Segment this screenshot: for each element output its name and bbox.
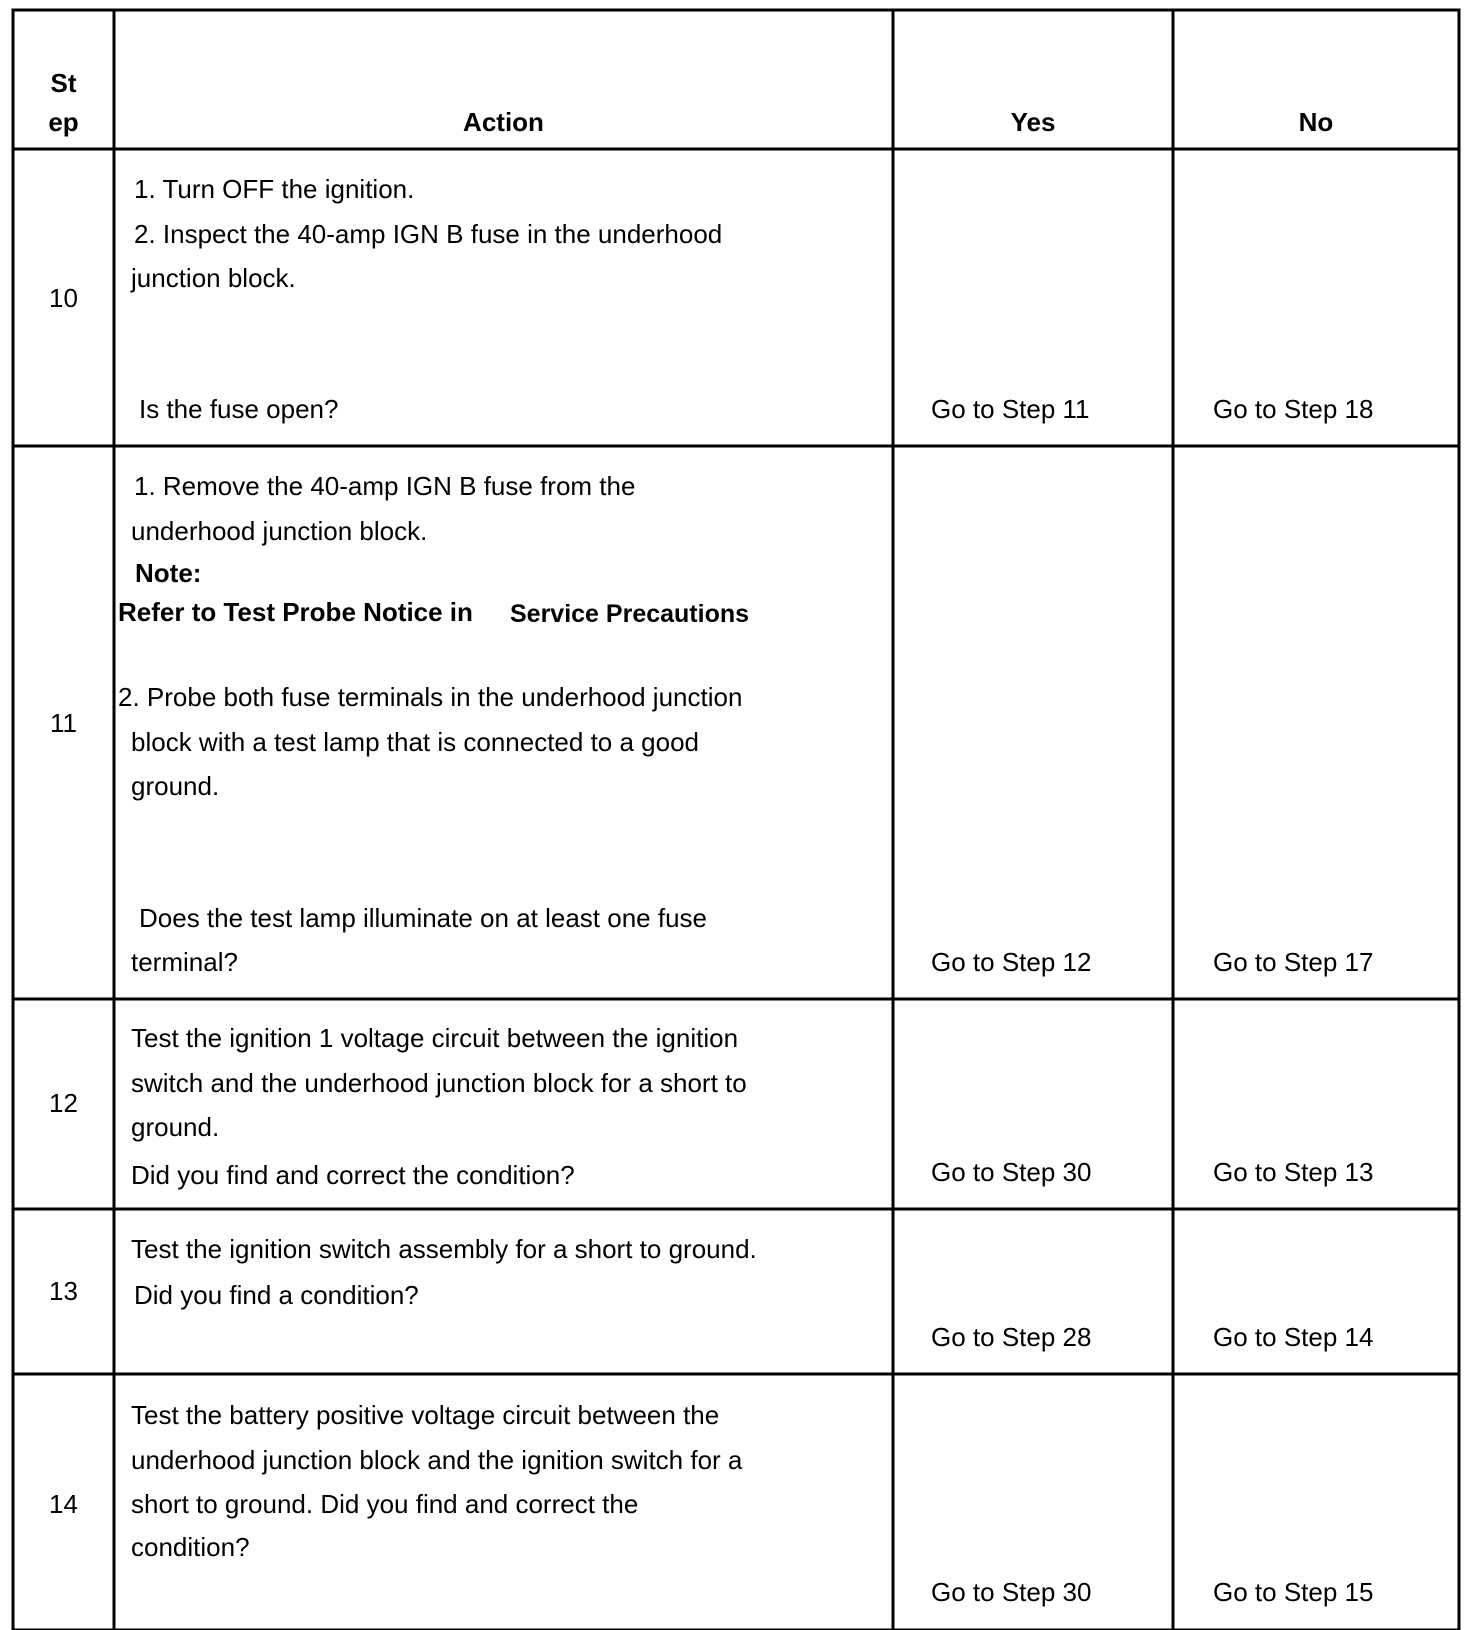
- action-question: terminal?: [131, 947, 238, 977]
- action-line: underhood junction block.: [131, 516, 428, 546]
- action-line: Test the ignition 1 voltage circuit between the ignition: [131, 1023, 739, 1053]
- action-line: 1. Turn OFF the ignition.: [134, 174, 415, 204]
- header-step-line-2: ep: [48, 107, 79, 137]
- action-line: block with a test lamp that is connected to a good: [131, 727, 700, 757]
- header-action: Action: [463, 107, 544, 137]
- action-question: Did you find a condition?: [134, 1280, 419, 1310]
- yes-cell: Go to Step 30: [931, 1157, 1092, 1187]
- action-line: ground.: [131, 771, 220, 801]
- yes-cell: Go to Step 12: [931, 947, 1092, 977]
- service-precautions-reference: Service Precautions: [510, 600, 750, 628]
- step-number: 11: [50, 708, 77, 738]
- action-line: 2. Inspect the 40-amp IGN B fuse in the underhood: [134, 219, 723, 249]
- action-line: Test the battery positive voltage circuit between the: [131, 1400, 720, 1430]
- action-question: Does the test lamp illuminate on at least one fuse: [139, 903, 707, 933]
- action-line: Test the ignition switch assembly for a short to ground.: [131, 1234, 757, 1264]
- no-cell: Go to Step 18: [1213, 394, 1374, 424]
- no-cell: Go to Step 15: [1213, 1577, 1374, 1607]
- action-line: ground.: [131, 1112, 220, 1142]
- header-yes: Yes: [1010, 107, 1056, 137]
- action-question: Is the fuse open?: [139, 394, 339, 424]
- no-cell: Go to Step 13: [1213, 1157, 1374, 1187]
- action-line: switch and the underhood junction block for a short to: [131, 1068, 747, 1098]
- action-question: Did you find and correct the condition?: [131, 1160, 575, 1190]
- yes-cell: Go to Step 11: [931, 394, 1090, 424]
- no-cell: Go to Step 17: [1213, 947, 1374, 977]
- action-line: 1. Remove the 40-amp IGN B fuse from the: [134, 471, 636, 501]
- yes-cell: Go to Step 28: [931, 1322, 1092, 1352]
- step-number: 10: [49, 283, 78, 313]
- action-line: underhood junction block and the ignition switch for a: [131, 1445, 743, 1475]
- action-question: condition?: [131, 1532, 250, 1562]
- step-number: 14: [49, 1489, 78, 1519]
- action-line: 2. Probe both fuse terminals in the underhood junction: [118, 682, 743, 712]
- no-cell: Go to Step 14: [1213, 1322, 1374, 1352]
- yes-cell: Go to Step 30: [931, 1577, 1092, 1607]
- action-line: short to ground. Did you find and correct the: [131, 1489, 639, 1519]
- step-number: 12: [49, 1088, 78, 1118]
- note-text: Refer to Test Probe Notice in: [118, 597, 473, 627]
- note-label: Note:: [135, 558, 202, 588]
- step-number: 13: [49, 1276, 78, 1306]
- header-step-line-1: St: [50, 68, 77, 98]
- header-no: No: [1298, 107, 1334, 137]
- action-line: junction block.: [131, 263, 296, 293]
